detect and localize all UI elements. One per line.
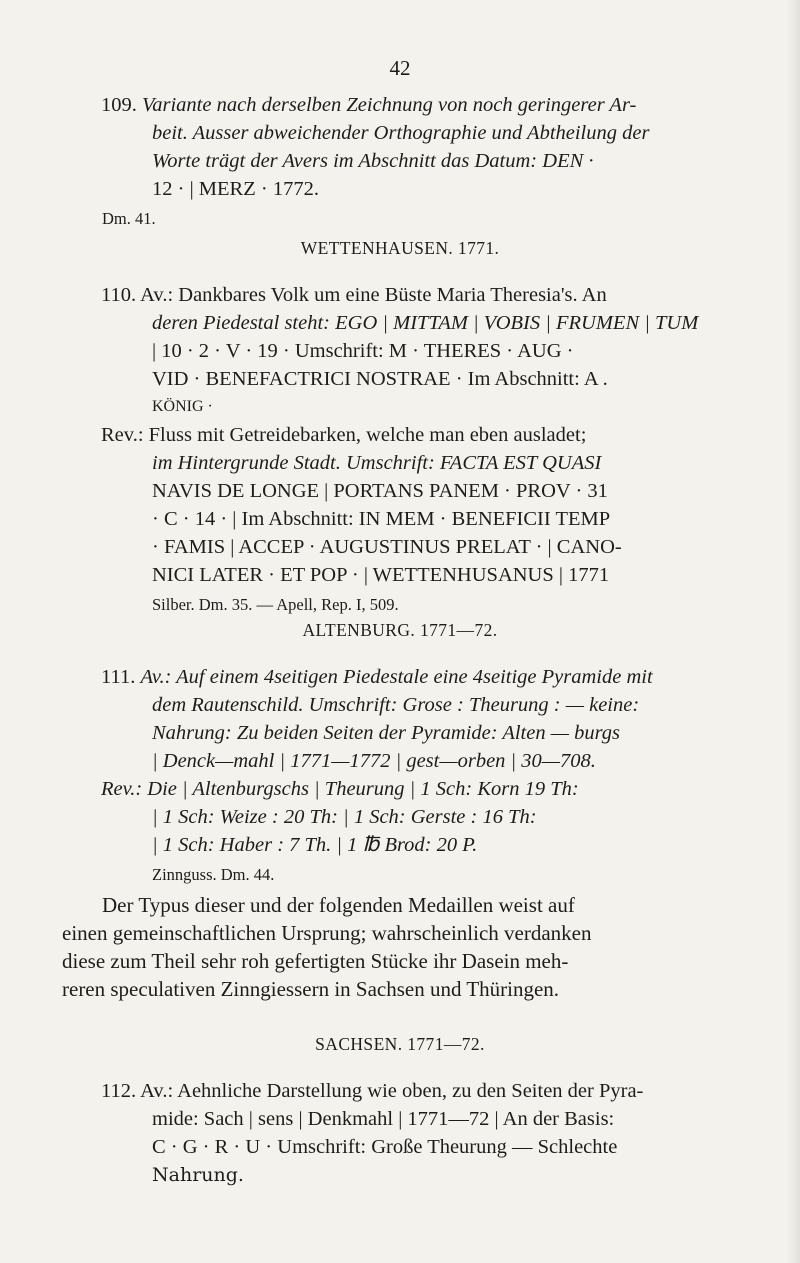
text-line: · C · 14 · | Im Abschnitt: IN MEM · BENEFICII TEMP [152,508,611,530]
entry-number: 109. [101,94,137,116]
text-line: VID · BENEFACTRICI NOSTRAE · Im Abschnitt: A . [152,368,608,390]
text-line: C · G · R · U · Umschrift: Große Theurung — Schlechte [152,1136,618,1158]
section-heading-sachsen: SACHSEN. 1771—72. [315,1034,485,1054]
text-line: einen gemeinschaftlichen Ursprung; wahrscheinlich verdanken [62,921,592,945]
text-line: beit. Ausser abweichender Orthographie und Abtheilung der [152,122,650,144]
text-line: Variante nach derselben Zeichnung von noch geringerer Ar- [142,94,637,116]
text-line: Rev.: Fluss mit Getreidebarken, welche man eben ausladet; [101,424,587,446]
text-line: diese zum Theil sehr roh gefertigten Stücke ihr Dasein meh- [62,949,569,973]
text-line: deren Piedestal steht: EGO | MITTAM | VOBIS | FRUMEN | TUM [152,312,699,334]
entry-111 [101,663,761,889]
page-number: 42 [389,56,411,80]
entry-110 [101,281,761,619]
text-line: Worte trägt der Avers im Abschnitt das Datum: DEN · [152,150,594,172]
text-line: Av.: Aehnliche Darstellung wie oben, zu den Seiten der Pyra- [140,1080,644,1102]
text-line: Nahrung: Zu beiden Seiten der Pyramide: Alten — burgs [152,722,621,744]
text-line: | 10 · 2 · V · 19 · Umschrift: M · THERES · AUG · [152,340,574,362]
section-heading-wettenhausen: WETTENHAUSEN. 1771. [300,238,500,258]
text-line: NICI LATER · ET POP · | WETTENHUSANUS | 1771 [152,564,610,586]
text-line: Av.: Dankbares Volk um eine Büste Maria Theresia's. An [140,284,607,306]
entry-number: 111. [101,666,136,688]
entry-109-text [101,91,761,119]
page-edge-shadow [786,0,800,1263]
commentary-paragraph [62,891,762,1003]
section-heading-altenburg: ALTENBURG. 1771—72. [302,620,498,640]
entry-112 [101,1077,761,1189]
text-line: Av.: Auf einem 4seitigen Piedestale eine 4seitige Pyramide mit [140,666,653,688]
text-line: Nahrung. [152,1164,244,1186]
metal-info: Zinnguss. Dm. 44. [152,865,275,884]
text-line: KÖNIG · [152,398,213,415]
text-line: mide: Sach | sens | Denkmahl | 1771—72 | An der Basis: [152,1108,615,1130]
text-line: im Hintergrunde Stadt. Umschrift: FACTA EST QUASI [152,452,602,474]
text-line: | 1 Sch: Haber : 7 Th. | 1 ℔ Brod: 20 P. [152,834,478,856]
text-line: dem Rautenschild. Umschrift: Grose : Theurung : — keine: [152,694,640,716]
entry-number: 110. [101,284,137,306]
text-line: NAVIS DE LONGE | PORTANS PANEM · PROV · 31 [152,480,608,502]
metal-info: Dm. 41. [102,209,156,228]
text-line: 12 · | MERZ · 1772. [152,178,319,200]
metal-info: Silber. Dm. 35. — Apell, Rep. I, 509. [152,595,399,614]
entry-number: 112. [101,1080,137,1102]
text-line: reren speculativen Zinngiessern in Sachsen und Thüringen. [62,977,560,1001]
text-line: Rev.: Die | Altenburgschs | Theurung | 1 Sch: Korn 19 Th: [101,778,579,800]
text-line: | 1 Sch: Weize : 20 Th: | 1 Sch: Gerste : 16 Th: [152,806,537,828]
text-line: | Denck—mahl | 1771—1772 | gest—orben | 30—708. [152,750,596,772]
text-line: · FAMIS | ACCEP · AUGUSTINUS PRELAT · | CANO- [152,536,622,558]
text-line: Der Typus dieser und der folgenden Medaillen weist auf [102,893,575,917]
entry-109 [101,91,761,233]
